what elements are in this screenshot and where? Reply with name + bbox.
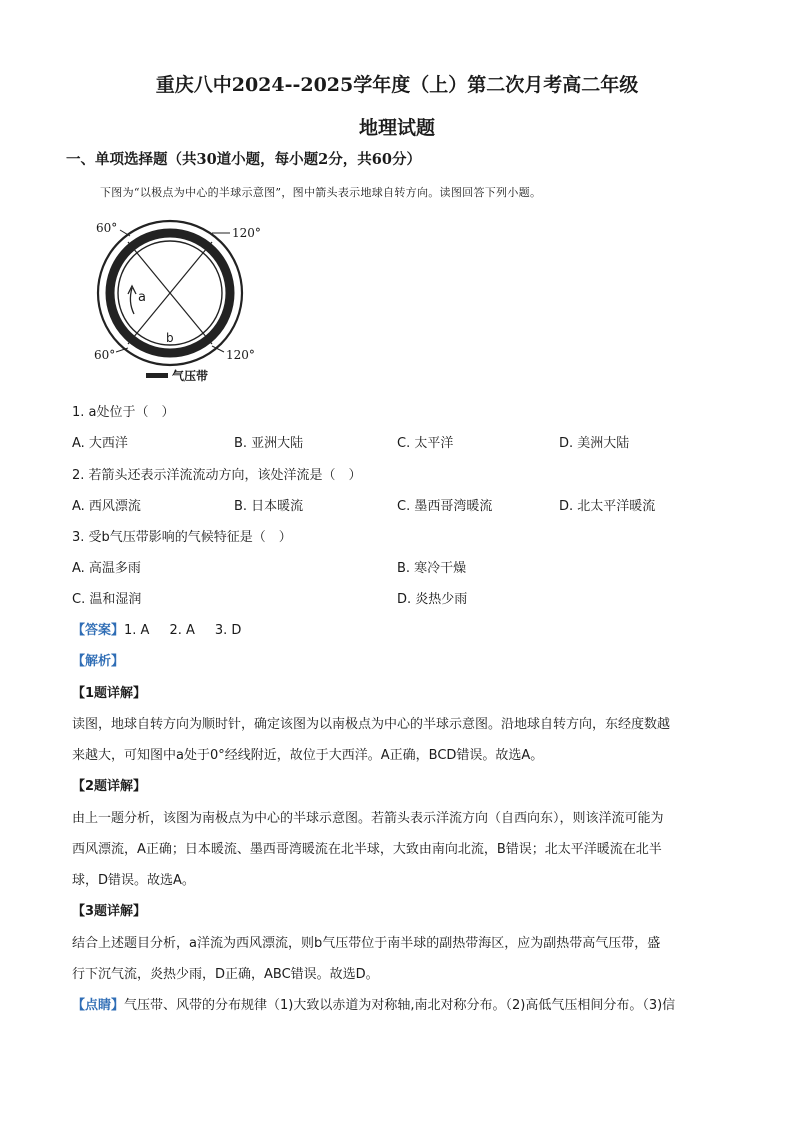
detail-2-line-1: 由上一题分析，该图为南极点为中心的半球示意图。若箭头表示洋流方向（自西向东），则该洋流可能为 (72, 811, 664, 826)
label-120-top: 120° (232, 226, 261, 240)
question-3-option-d: D. 炎热少雨 (397, 592, 468, 607)
question-intro: 下图为“以极点为中心的半球示意图”，图中箭头表示地球自转方向。读图回答下列小题。 (100, 186, 542, 199)
question-1-option-b: B. 亚洲大陆 (234, 436, 304, 451)
exam-subtitle: 地理试题 (358, 117, 435, 139)
answer-line (72, 619, 261, 638)
question-1-option-d: D. 美洲大陆 (559, 436, 630, 451)
question-3-option-a: A. 高温多雨 (72, 561, 141, 576)
detail-3-line-2: 行下沉气流，炎热少雨，D正确，ABC错误。故选D。 (72, 967, 379, 982)
detail-2-line-2: 西风漂流，A正确；日本暖流、墨西哥湾暖流在北半球，大致由南向北流，B错误；北太平洋暖流在北半 (72, 842, 662, 857)
question-1-option-a: A. 大西洋 (72, 436, 128, 451)
rotation-arrow (130, 288, 134, 314)
detail-1-line-1: 读图，地球自转方向为顺时针，确定该图为以南极点为中心的半球示意图。沿地球自转方向，东经度数越 (72, 717, 671, 732)
section-title: 一、单项选择题（共30道小题，每小题2分，共60分） (66, 151, 421, 168)
analysis-tag: 【解析】 (72, 654, 125, 669)
tip-text: 气压带、风带的分布规律（1)大致以赤道为对称轴,南北对称分布。（2)高低气压相间分布。（3)信 (124, 998, 676, 1013)
detail-2-line-3: 球，D错误。故选A。 (72, 873, 195, 888)
question-2-option-d: D. 北太平洋暖流 (559, 499, 656, 514)
answer-tag: 【答案】 (72, 623, 125, 638)
question-2-option-a: A. 西风漂流 (72, 499, 141, 514)
question-2-option-b: B. 日本暖流 (234, 499, 304, 514)
hemisphere-diagram (90, 214, 280, 386)
answer-item-3: 3. D (214, 623, 242, 638)
tip-line (72, 994, 724, 1013)
question-2-stem: 2. 若箭头还表示洋流流动方向，该处洋流是（ ） (72, 468, 362, 483)
label-60-bottom: 60° (94, 348, 116, 362)
detail-1-line-2: 来越大，可知图中a处于0°经线附近，故位于大西洋。A正确，BCD错误。故选A。 (72, 748, 544, 763)
hemisphere-svg (90, 214, 280, 386)
question-2-option-c: C. 墨西哥湾暖流 (397, 499, 493, 514)
detail-2-heading: 【2题详解】 (72, 779, 147, 794)
label-120-bottom: 120° (226, 348, 255, 362)
question-3-stem: 3. 受b气压带影响的气候特征是（ ） (72, 530, 292, 545)
label-b: b (166, 331, 174, 345)
legend-label: 气压带 (172, 369, 209, 383)
detail-3-heading: 【3题详解】 (72, 904, 147, 919)
label-60-top: 60° (96, 221, 118, 235)
question-3-option-c: C. 温和湿润 (72, 592, 142, 607)
question-3-option-b: B. 寒冷干燥 (397, 561, 467, 576)
question-1-stem: 1. a处位于（ ） (72, 405, 175, 420)
detail-3-line-1: 结合上述题目分析，a洋流为西风漂流，则b气压带位于南半球的副热带海区，应为副热带高气压带，盛 (72, 936, 661, 951)
legend-swatch (146, 373, 168, 378)
question-1-option-c: C. 太平洋 (397, 436, 454, 451)
tip-tag: 【点睛】 (72, 998, 125, 1013)
answer-item-2: 2. A (169, 623, 195, 638)
answer-item-1: 1. A (124, 623, 150, 638)
exam-title: 重庆八中2024--2025学年度（上）第二次月考高二年级 (155, 74, 639, 96)
detail-1-heading: 【1题详解】 (72, 686, 147, 701)
label-a: a (138, 290, 146, 305)
